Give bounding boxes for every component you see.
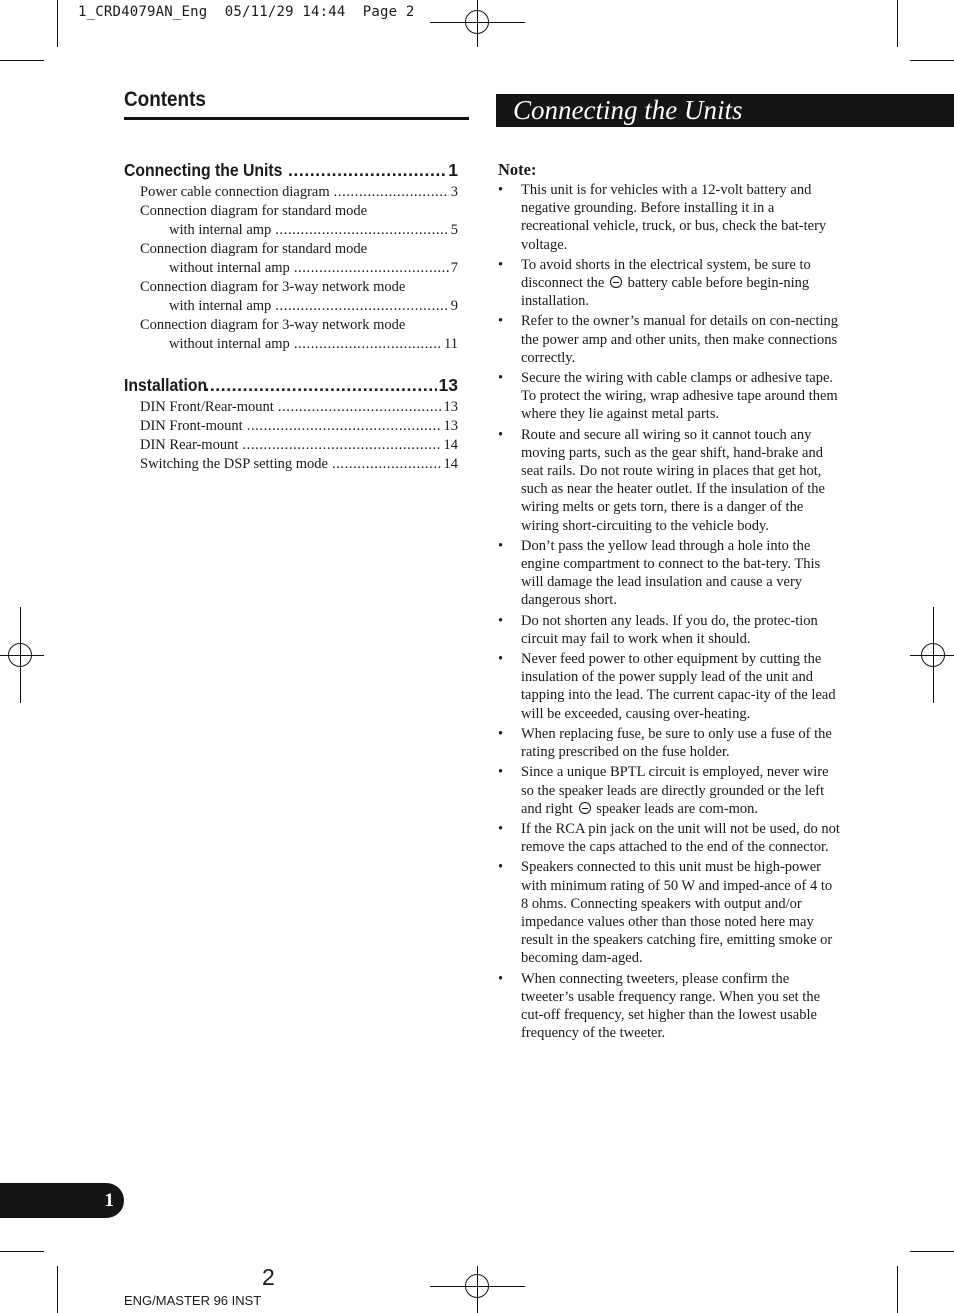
crop-mark [910,60,954,61]
toc-section-title: Connecting the Units [124,160,283,180]
toc-leader [278,398,442,417]
note-item: • To avoid shorts in the electrical system, be sure to disconnect the battery cable before begin-ning installation. [498,256,811,310]
toc-entry-label: DIN Front-mount [140,418,243,434]
toc-leader [294,335,442,354]
bullet-icon: • [498,370,504,387]
bullet-icon: • [498,725,504,742]
chapter-tab [0,1183,124,1218]
toc-entry-label: Power cable connection diagram [140,184,330,200]
toc-entry[interactable] [124,398,458,417]
note-list [498,181,840,1044]
printer-slug: 1_CRD4079AN_Eng 05/11/29 14:44 Page 2 [78,4,415,20]
crop-mark [897,1266,898,1313]
toc-section-installation[interactable] [124,373,458,397]
toc-leader [275,221,448,240]
chapter-number: 1 [104,1190,114,1211]
negative-terminal-icon [579,802,591,814]
crop-mark [57,1266,58,1313]
toc-entry-label: without internal amp [169,260,290,276]
crop-mark [0,1251,44,1252]
toc-entry[interactable] [124,417,458,436]
toc-entry-label: Switching the DSP setting mode [140,456,328,472]
bullet-icon: • [498,820,504,837]
note-item: • This unit is for vehicles with a 12-volt battery and negative grounding. Before installing it in a recreational vehicle, truck, or bus, check the bat-tery voltage. [498,182,827,253]
toc-page: 1 [448,160,458,180]
bullet-icon: • [498,764,504,781]
bullet-icon: • [498,182,504,198]
note-item: • Secure the wiring with cable clamps or adhesive tape. To protect the wiring, wrap adhesive tape around them where they lie against metal parts. [498,370,838,423]
toc-section-connecting[interactable] [124,158,458,182]
bullet-icon: • [498,859,504,876]
bullet-icon: • [498,651,504,668]
toc-section-title: Installation [124,375,208,395]
toc-page: 13 [443,418,458,434]
note-item: • Refer to the owner’s manual for details on con-necting the power amp and other units, then make connections correctly. [498,313,839,366]
toc-leader [242,436,441,455]
toc-leader [247,417,442,436]
toc-entry[interactable] [124,335,458,354]
page-number: 2 [262,1264,275,1290]
toc-entry[interactable] [124,259,458,278]
note-item: • If the RCA pin jack on the unit will not be used, do not remove the caps attached to the end of the connector. [498,820,840,856]
toc-page: 13 [443,399,458,415]
note-heading: Note: [498,160,537,179]
crop-mark [57,0,58,47]
toc-entry[interactable] [124,183,458,202]
toc-page: 13 [438,375,458,395]
bullet-icon: • [498,256,504,273]
toc-page: 14 [443,437,458,453]
toc-page: 9 [450,298,458,314]
bullet-icon: • [498,970,504,987]
footer-code: ENG/MASTER 96 INST [124,1293,262,1308]
note-item: • When replacing fuse, be sure to only use a fuse of the rating prescribed on the fuse holder. [498,725,832,761]
toc-entry[interactable] [124,455,458,474]
toc-page: 14 [443,456,458,472]
toc-entry-label: DIN Rear-mount [140,437,239,453]
toc-entry[interactable] [124,436,458,455]
note-item: • Do not shorten any leads. If you do, the protec-tion circuit may fail to work when it should. [498,612,818,647]
toc-entry-label: Connection diagram for standard mode [140,203,368,219]
toc-page: 5 [450,222,458,238]
contents-heading: Contents [124,88,206,111]
crop-mark [0,60,44,61]
negative-terminal-icon [610,276,622,288]
toc-page: 3 [450,184,458,200]
toc-leader [334,183,449,202]
toc-page: 11 [444,336,458,352]
note-item: • Speakers connected to this unit must be high-power with minimum rating of 50 W and imped-ance of 4 to 8 ohms. Connecting speakers with output and/or impedance values other than those noted here may result in the speakers catching fire, emitting smoke or becoming dam-aged. [498,859,833,967]
toc-entry[interactable] [124,297,458,316]
note-item: • Route and secure all wiring so it cannot touch any moving parts, such as the gear shift, hand-brake and seat rails. Do not route wiring in places that get hot, such as near the heater outlet. If the insulation of the wiring melts or gets torn, there is a danger of the wiring short-circuiting to the vehicle body. [498,426,825,534]
toc-entry-label: DIN Front/Rear-mount [140,399,274,415]
toc-entry-label: Connection diagram for 3-way network mode [140,317,406,333]
toc-leader [288,158,446,182]
contents-rule [124,117,469,120]
crop-mark [897,0,898,47]
toc-entry-label: Connection diagram for 3-way network mode [140,279,406,295]
table-of-contents [124,158,458,474]
section-header-title: Connecting the Units [513,95,743,125]
section-header-bar [496,94,954,127]
toc-entry-label: with internal amp [169,222,272,238]
toc-entry-label: Connection diagram for standard mode [140,241,368,257]
note-item: • Since a unique BPTL circuit is employed, never wire so the speaker leads are directly grounded or the left and right speaker leads are com-mon. [498,764,829,817]
crop-mark [910,1251,954,1252]
toc-page: 7 [450,260,458,276]
toc-leader [204,373,436,397]
toc-leader [275,297,448,316]
toc-leader [332,455,442,474]
bullet-icon: • [498,537,504,554]
toc-entry-label: with internal amp [169,298,272,314]
note-item: • Never feed power to other equipment by cutting the insulation of the power supply lead of the unit and tapping into the lead. The current capac-ity of the lead will be exceeded, causing over-heating. [498,651,836,722]
bullet-icon: • [498,313,504,330]
toc-leader [294,259,449,278]
toc-entry-label: without internal amp [169,336,290,352]
note-item: • Don’t pass the yellow lead through a hole into the engine compartment to connect to the bat-tery. This will damage the lead insulation and cause a very dangerous short. [498,537,821,609]
toc-entry[interactable] [124,221,458,240]
bullet-icon: • [498,426,504,443]
bullet-icon: • [498,612,504,629]
note-item: • When connecting tweeters, please confirm the tweeter’s usable frequency range. When you set the cut-off frequency, set higher than the lowest usable frequency of the tweeter. [498,970,821,1042]
